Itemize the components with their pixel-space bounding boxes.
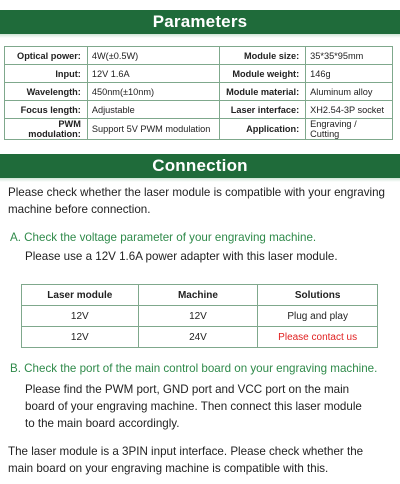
param-key: Input:: [5, 65, 88, 83]
param-value: 146g: [306, 65, 393, 83]
step-b-line-3: to the main board accordingly.: [25, 417, 180, 430]
connection-title: Connection: [152, 156, 248, 175]
param-key: Optical power:: [5, 47, 88, 65]
param-value: Adjustable: [87, 101, 220, 119]
param-key: Module weight:: [220, 65, 306, 83]
param-value: 35*35*95mm: [306, 47, 393, 65]
parameters-title: Parameters: [152, 12, 248, 31]
compatibility-table: [21, 284, 378, 348]
step-a-text: Please use a 12V 1.6A power adapter with this laser module.: [25, 250, 338, 263]
param-value: XH2.54-3P socket: [306, 101, 393, 119]
step-a-heading: A. Check the voltage parameter of your engraving machine.: [10, 231, 317, 244]
step-b-line-2: board of your engraving machine. Then connect this laser module: [25, 400, 362, 413]
col-header-laser: Laser module: [22, 285, 139, 306]
col-header-solutions: Solutions: [258, 285, 378, 306]
cell-solution: Plug and play: [258, 306, 378, 327]
intro-line-2: machine before connection.: [8, 203, 151, 216]
param-key: Focus length:: [5, 101, 88, 119]
table-row: [22, 327, 378, 348]
param-key: Module material:: [220, 83, 306, 101]
param-key: Laser interface:: [220, 101, 306, 119]
table-header-row: [22, 285, 378, 306]
param-row: [5, 65, 393, 83]
intro-line-1: Please check whether the laser module is compatible with your engraving: [8, 186, 385, 199]
outro-line-1: The laser module is a 3PIN input interface. Please check whether the: [8, 445, 364, 458]
cell-machine: 24V: [138, 327, 258, 348]
param-value: Engraving / Cutting: [306, 119, 393, 140]
param-value: 4W(±0.5W): [87, 47, 220, 65]
param-row: [5, 47, 393, 65]
step-b-line-1: Please find the PWM port, GND port and VCC port on the main: [25, 383, 350, 396]
cell-laser: 12V: [22, 327, 139, 348]
cell-machine: 12V: [138, 306, 258, 327]
param-row: [5, 119, 393, 140]
param-row: [5, 101, 393, 119]
parameters-banner: [0, 10, 400, 34]
param-key: Wavelength:: [5, 83, 88, 101]
outro-line-2: main board on your engraving machine is compatible with this.: [8, 462, 329, 475]
cell-laser: 12V: [22, 306, 139, 327]
param-value: 450nm(±10nm): [87, 83, 220, 101]
param-value: Support 5V PWM modulation: [87, 119, 220, 140]
table-row: [22, 306, 378, 327]
col-header-machine: Machine: [138, 285, 258, 306]
parameters-table: [4, 46, 393, 140]
step-b-heading: B. Check the port of the main control board on your engraving machine.: [10, 362, 378, 375]
connection-banner: [0, 154, 400, 178]
param-key: Module size:: [220, 47, 306, 65]
param-row: [5, 83, 393, 101]
param-value: 12V 1.6A: [87, 65, 220, 83]
param-key: Application:: [220, 119, 306, 140]
cell-solution-warning: Please contact us: [258, 327, 378, 348]
param-key: PWM modulation:: [5, 119, 88, 140]
param-value: Aluminum alloy: [306, 83, 393, 101]
